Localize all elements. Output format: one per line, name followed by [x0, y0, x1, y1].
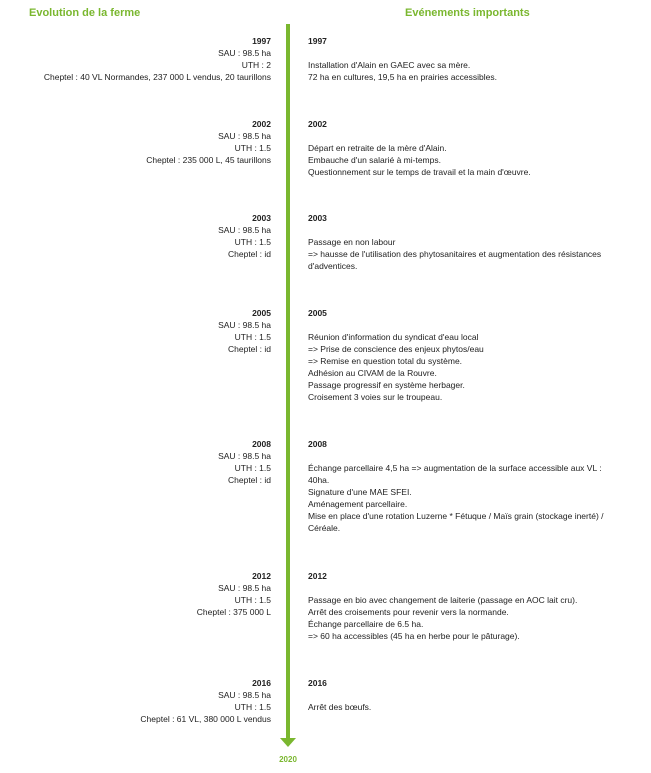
farm-stat: SAU : 98.5 ha [218, 690, 271, 700]
event-text: 72 ha en cultures, 19,5 ha en prairies accessibles. [308, 72, 498, 82]
farm-stat: Cheptel : 61 VL, 380 000 L vendus [140, 714, 271, 724]
event-block [308, 677, 624, 713]
event-text: Réunion d'information du syndicat d'eau local [308, 332, 479, 342]
event-text: Échange parcellaire 4,5 ha => augmentation de la surface accessible aux VL : 40ha. [308, 463, 602, 485]
farm-year: 2003 [252, 213, 271, 223]
event-text: Signature d'une MAE SFEI. [308, 487, 412, 497]
farm-stat: SAU : 98.5 ha [218, 451, 271, 461]
farm-year: 1997 [252, 36, 271, 46]
event-year: 2008 [308, 439, 327, 449]
farm-stat: Cheptel : 235 000 L, 45 taurillons [146, 155, 271, 165]
farm-evolution-heading: Evolution de la ferme [29, 7, 141, 19]
farm-state [140, 677, 271, 725]
event-text: Installation d'Alain en GAEC avec sa mère. [308, 60, 471, 70]
event-text: Croisement 3 voies sur le troupeau. [308, 392, 443, 402]
farm-year: 2012 [252, 571, 271, 581]
event-block [308, 570, 624, 642]
event-year: 2003 [308, 213, 327, 223]
event-block [308, 212, 624, 272]
important-events-heading: Evénements importants [405, 7, 530, 19]
event-text: Passage en non labour [308, 237, 396, 247]
event-text: Aménagement parcellaire. [308, 499, 408, 509]
event-text: Adhésion au CIVAM de la Rouvre. [308, 368, 437, 378]
event-year: 2012 [308, 571, 327, 581]
event-text: => Prise de conscience des enjeux phytos/eau [308, 344, 484, 354]
farm-stat: UTH : 1.5 [234, 463, 271, 473]
farm-stat: UTH : 1.5 [234, 702, 271, 712]
farm-stat: Cheptel : 375 000 L [196, 607, 271, 617]
farm-year: 2016 [252, 678, 271, 688]
event-text: Mise en place d'une rotation Luzerne * Fétuque / Maïs grain (stockage inerté) / Céréale. [308, 511, 604, 533]
event-year: 2005 [308, 308, 327, 318]
farm-year: 2008 [252, 439, 271, 449]
event-block [308, 438, 624, 534]
farm-stat: SAU : 98.5 ha [218, 48, 271, 58]
event-block [308, 118, 624, 178]
event-text: Départ en retraite de la mère d'Alain. [308, 143, 447, 153]
event-year: 2002 [308, 119, 327, 129]
farm-year: 2002 [252, 119, 271, 129]
timeline-arrow-icon [280, 738, 296, 747]
farm-stat: Cheptel : 40 VL Normandes, 237 000 L vendus, 20 taurillons [43, 72, 271, 82]
farm-stat: UTH : 2 [241, 60, 271, 70]
farm-stat: Cheptel : id [228, 475, 271, 485]
farm-stat: SAU : 98.5 ha [218, 225, 271, 235]
farm-stat: UTH : 1.5 [234, 143, 271, 153]
event-text: Passage en bio avec changement de laiterie (passage en AOC lait cru). [308, 595, 578, 605]
event-text: => hausse de l'utilisation des phytosanitaires et augmentation des résistances d'adventices. [308, 249, 602, 271]
event-text: Arrêt des croisements pour revenir vers la normande. [308, 607, 509, 617]
event-block [308, 35, 624, 83]
event-text: Passage progressif en système herbager. [308, 380, 465, 390]
farm-state [146, 118, 271, 166]
event-text: Embauche d'un salarié à mi-temps. [308, 155, 441, 165]
farm-state [218, 438, 271, 486]
farm-state [218, 307, 271, 355]
farm-stat: SAU : 98.5 ha [218, 131, 271, 141]
timeline-end-year: 2020 [279, 755, 297, 764]
farm-state [218, 212, 271, 260]
farm-stat: Cheptel : id [228, 344, 271, 354]
event-year: 2016 [308, 678, 327, 688]
farm-stat: UTH : 1.5 [234, 237, 271, 247]
farm-year: 2005 [252, 308, 271, 318]
timeline-axis [286, 24, 290, 740]
farm-state [197, 570, 271, 618]
event-text: => 60 ha accessibles (45 ha en herbe pour le pâturage). [308, 631, 520, 641]
event-text: Questionnement sur le temps de travail et la main d'œuvre. [308, 167, 531, 177]
event-text: Arrêt des bœufs. [308, 702, 372, 712]
event-year: 1997 [308, 36, 327, 46]
farm-stat: SAU : 98.5 ha [218, 583, 271, 593]
event-text: => Remise en question total du système. [308, 356, 463, 366]
farm-stat: UTH : 1.5 [234, 595, 271, 605]
farm-stat: UTH : 1.5 [234, 332, 271, 342]
farm-stat: Cheptel : id [228, 249, 271, 259]
event-text: Échange parcellaire de 6.5 ha. [308, 619, 424, 629]
farm-state [44, 35, 271, 83]
event-block [308, 307, 624, 403]
farm-stat: SAU : 98.5 ha [218, 320, 271, 330]
